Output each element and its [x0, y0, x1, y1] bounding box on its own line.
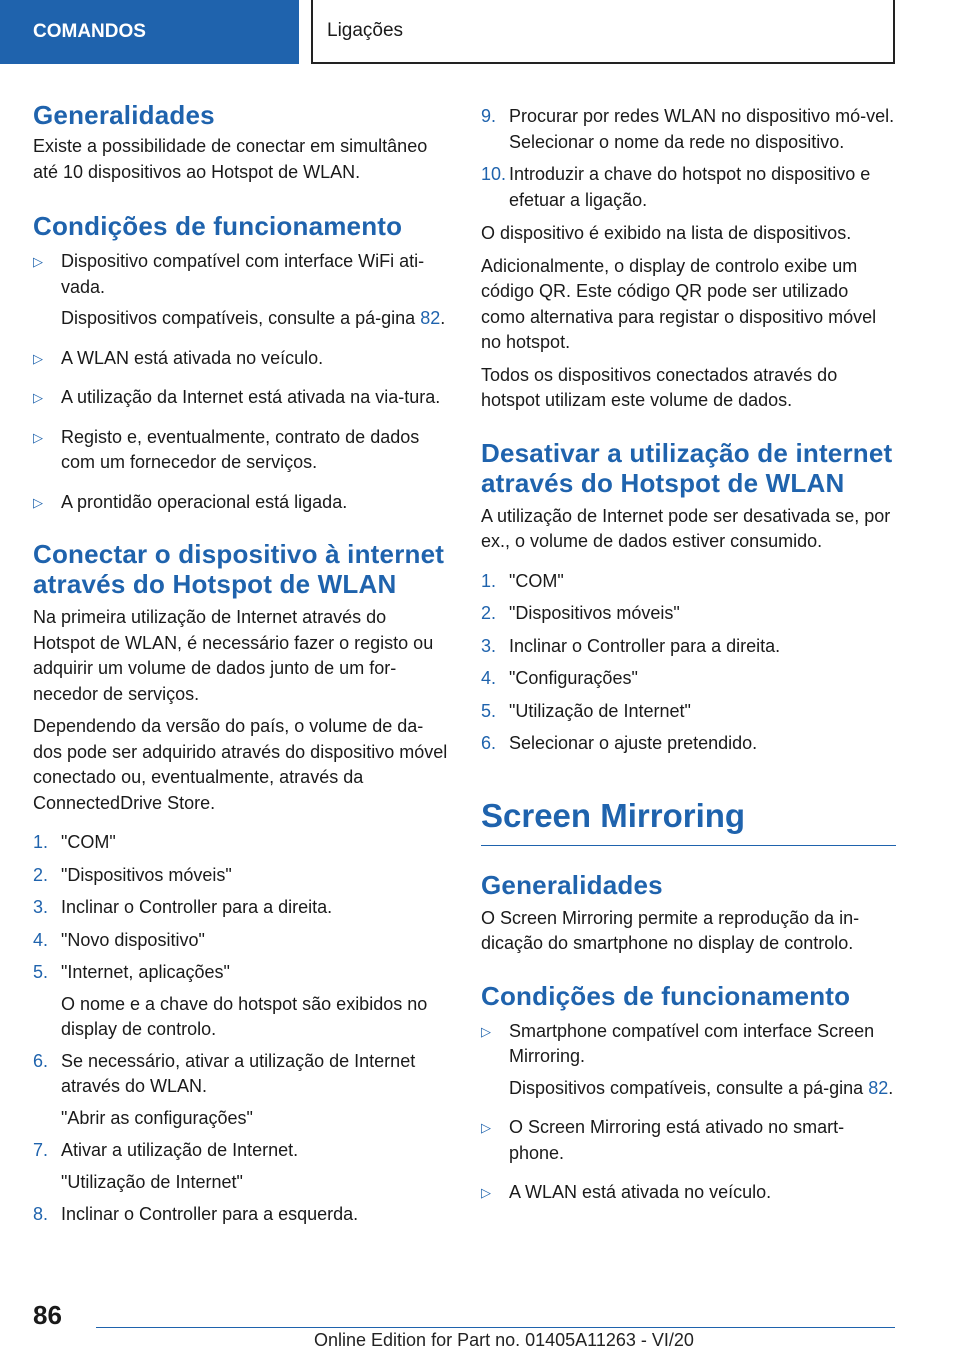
chapter-title: Ligações	[327, 20, 404, 41]
conditions-list	[33, 249, 448, 515]
footer-divider	[96, 1327, 895, 1328]
list-item: ▷ A WLAN está ativada no veículo.	[481, 1180, 896, 1206]
step-item: 6. Se necessário, ativar a utilização de Internet através do WLAN.	[33, 1050, 416, 1096]
step-item: 10. Introduzir a chave do hotspot no dispositivo e efetuar a ligação.	[481, 164, 871, 210]
section-tab	[0, 0, 299, 64]
step-item: 5. "Utilização de Internet"	[481, 700, 691, 721]
sm-conditions-list	[481, 1019, 896, 1206]
heading-generalidades: Generalidades	[33, 100, 215, 130]
triangle-bullet-icon: ▷	[33, 494, 43, 510]
paragraph-generalidades: Existe a possibilidade de conectar em simultâneo até 10 dispositivos ao Hotspot de WLAN.	[33, 136, 428, 182]
paragraph-conectar-2: Dependendo da versão do país, o volume de da-dos pode ser adquirido através do dispositivo móvel conectado ou, eventualmente, através da ConnectedDrive Store.	[33, 716, 448, 813]
disable-steps-list	[481, 569, 896, 757]
paragraph-volume: Todos os dispositivos conectados através do hotspot utilizam este volume de dados.	[481, 364, 838, 410]
page-link[interactable]: 82	[420, 308, 441, 328]
paragraph-sm-generalidades: O Screen Mirroring permite a reprodução da in-dicação do smartphone no display de controlo.	[481, 907, 860, 953]
triangle-bullet-icon: ▷	[33, 390, 43, 405]
paragraph-conectar-1: Na primeira utilização de Internet através do Hotspot de WLAN, é necessário fazer o registo ou adquirir um volume de dados junto de um for-necedor de serviços.	[33, 607, 434, 704]
chapter-tab	[311, 0, 895, 64]
list-item: ▷ A WLAN está ativada no veículo.	[33, 346, 448, 372]
paragraph-device-list: O dispositivo é exibido na lista de dispositivos.	[481, 223, 852, 243]
step-item: 5. "Internet, aplicações"	[33, 962, 230, 982]
step-subtext: "Utilização de Internet"	[61, 1171, 243, 1192]
step-item: 2. "Dispositivos móveis"	[481, 603, 680, 623]
step-item: 7. Ativar a utilização de Internet.	[33, 1140, 299, 1160]
page-link[interactable]: 82	[868, 1077, 889, 1098]
step-item: 3. Inclinar o Controller para a direita.	[481, 635, 781, 656]
page-number: 86	[33, 1300, 62, 1330]
list-subtext: Dispositivos compatíveis, consulte a pá-gina 82.	[509, 1077, 894, 1098]
heading-sm-condicoes: Condições de funcionamento	[481, 980, 851, 1011]
heading-condicoes: Condições de funcionamento	[33, 211, 403, 241]
step-item: 3. Inclinar o Controller para a direita.	[33, 897, 333, 917]
list-subtext: Dispositivos compatíveis, consulte a pá-gina 82.	[61, 308, 446, 328]
left-column	[33, 100, 448, 1228]
step-subtext: O nome e a chave do hotspot são exibidos no display de controlo.	[61, 993, 428, 1039]
step-item: 9. Procurar por redes WLAN no dispositivo mó-vel. Selecionar o nome da rede no dispositivo.	[481, 106, 895, 152]
paragraph-desativar: A utilização de Internet pode ser desativada se, por ex., o volume de dados estiver consumido.	[481, 505, 891, 551]
heading-conectar: Conectar o dispositivo à internet através do Hotspot de WLAN	[33, 539, 445, 599]
triangle-bullet-icon: ▷	[33, 429, 43, 445]
triangle-bullet-icon: ▷	[481, 1120, 491, 1135]
step-item: 2. "Dispositivos móveis"	[33, 864, 232, 885]
section-title: COMANDOS	[33, 21, 146, 42]
step-item: 4. "Configurações"	[481, 668, 638, 688]
triangle-bullet-icon: ▷	[481, 1185, 491, 1200]
heading-sm-generalidades: Generalidades	[481, 869, 663, 900]
list-item: ▷ O Screen Mirroring está ativado no smart-phone.	[481, 1115, 896, 1166]
step-item: 8. Inclinar o Controller para a esquerda.	[33, 1204, 359, 1224]
step-item: 4. "Novo dispositivo"	[33, 929, 205, 950]
right-column	[481, 100, 896, 1206]
step-item: 1. "COM"	[33, 832, 116, 852]
triangle-bullet-icon: ▷	[33, 254, 43, 269]
step-item: 6. Selecionar o ajuste pretendido.	[481, 733, 758, 753]
list-item: ▷ Smartphone compatível com interface Screen Mirroring.	[481, 1019, 896, 1070]
paragraph-qr-code: Adicionalmente, o display de controlo exibe um código QR. Este código QR pode ser utilizado como alternativa para registar o dispositivo móvel no hotspot.	[481, 255, 877, 352]
step-subtext: "Abrir as configurações"	[61, 1107, 253, 1128]
steps-list-continued	[481, 104, 896, 213]
list-item: ▷ Registo e, eventualmente, contrato de dados com um fornecedor de serviços.	[33, 425, 448, 476]
heading-desativar: Desativar a utilização de internet através do Hotspot de WLAN	[481, 437, 893, 498]
list-item: ▷ A utilização da Internet está ativada na via-tura.	[33, 385, 448, 411]
step-item: 1. "COM"	[481, 570, 564, 591]
footer-edition: Online Edition for Part no. 01405A11263 - VI/20	[314, 1330, 694, 1350]
chapter-heading-screen-mirroring: Screen Mirroring	[481, 795, 896, 846]
triangle-bullet-icon: ▷	[33, 350, 43, 366]
list-item: ▷ Dispositivo compatível com interface WiFi ati-vada.	[33, 249, 448, 300]
list-item: ▷ A prontidão operacional está ligada.	[33, 490, 448, 516]
steps-list	[33, 830, 448, 1228]
triangle-bullet-icon: ▷	[481, 1023, 491, 1039]
